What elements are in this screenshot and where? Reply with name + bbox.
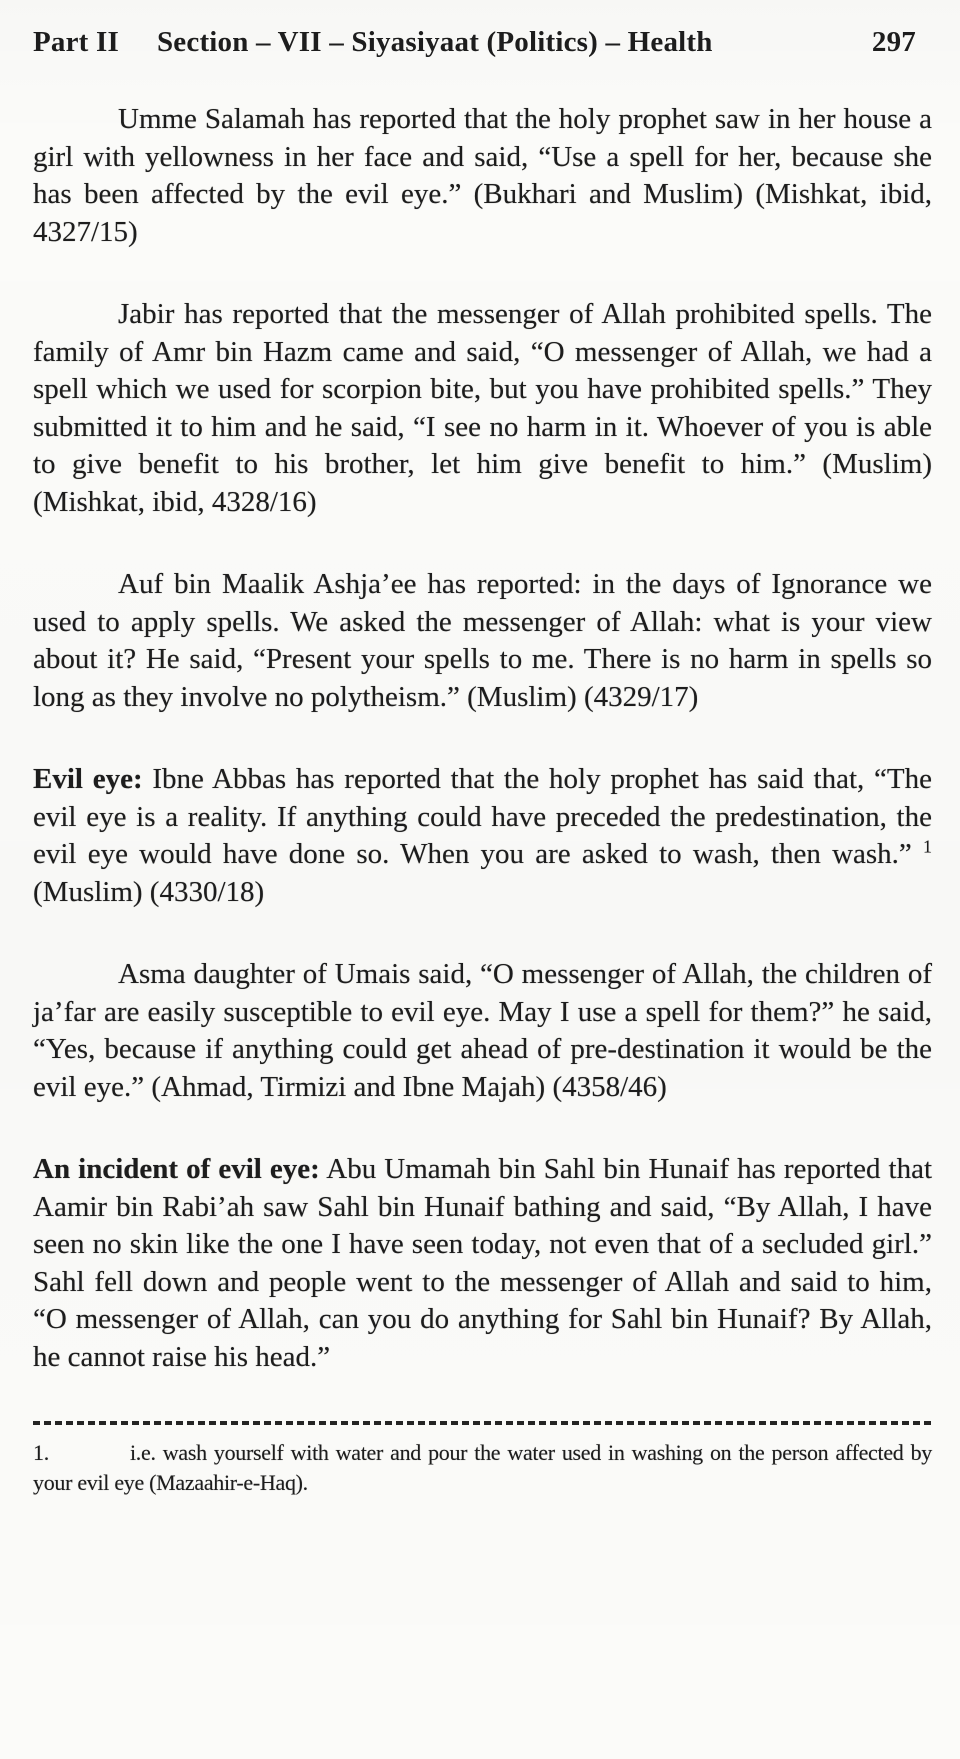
paragraph-auf-bin-maalik: Auf bin Maalik Ashja’ee has reported: in the days of Ignorance we used to apply spells. We asked the messenger of Allah: what is your view about it? He said, “Present your spells to me. There is no harm in spells so long as they involve no polytheism.” (Muslim) (4329/17) [33, 568, 932, 713]
paragraph-evil-eye [33, 761, 932, 911]
footnote-number: 1. [33, 1440, 49, 1465]
footnote-reference-marker: 1 [923, 836, 933, 857]
header-part-label: Part II [33, 26, 119, 58]
paragraph-incident-lead: An incident of evil eye: [33, 1153, 320, 1185]
paragraph-incident-of-evil-eye [33, 1151, 932, 1376]
paragraph-incident-text: Abu Umamah bin Sahl bin Hunaif has reported that Aamir bin Rabi’ah saw Sahl bin Hunaif bathing and said, “By Allah, I have seen no skin like the one I have seen today, not even that of a secluded girl.” Sahl fell down and people went to the messenger of Allah and said to him, “O messenger of Allah, can you do anything for Sahl bin Hunaif? By Allah, he cannot raise his head.” [33, 1153, 933, 1373]
page-header [33, 26, 932, 59]
page-body [33, 101, 932, 1376]
paragraph-asma: Asma daughter of Umais said, “O messenger of Allah, the children of ja’far are easily susceptible to evil eye. May I use a spell for them?” he said, “Yes, because if anything could get ahead of pre-destination it would be the evil eye.” (Ahmad, Tirmizi and Ibne Majah) (4358/46) [33, 958, 932, 1103]
header-section-title: Section – VII – Siyasiyaat (Politics) – Health [156, 26, 713, 58]
paragraph-umme-salamah: Umme Salamah has reported that the holy prophet saw in her house a girl with yellowness in her face and said, “Use a spell for her, because she has been affected by the evil eye.” (Bukhari and Muslim) (Mishkat, ibid, 4327/15) [33, 103, 932, 248]
paragraph-evil-eye-lead: Evil eye: [33, 763, 143, 795]
footnote-area [33, 1421, 932, 1498]
footnote-text: i.e. wash yourself with water and pour the water used in washing on the person affected by your evil eye (Mazaahir-e-Haq). [33, 1440, 932, 1495]
paragraph-jabir: Jabir has reported that the messenger of Allah prohibited spells. The family of Amr bin Hazm came and said, “O messenger of Allah, we had a spell which we used for scorpion bite, but you have prohibited spells.” They submitted it to him and he said, “I see no harm in it. Whoever of you is able to give benefit to his brother, let him give benefit to him.” (Muslim) (Mishkat, ibid, 4328/16) [33, 298, 932, 518]
paragraph-evil-eye-citation: (Muslim) (4330/18) [33, 875, 265, 908]
footnote-separator-rule [33, 1421, 932, 1425]
paragraph-evil-eye-text: Ibne Abbas has reported that the holy prophet has said that, “The evil eye is a reality. If anything could have preceded the predestination, the evil eye would have done so. When you are asked to wash, then wash.” [33, 763, 932, 870]
footnote [33, 1438, 932, 1498]
page-number: 297 [871, 26, 916, 58]
